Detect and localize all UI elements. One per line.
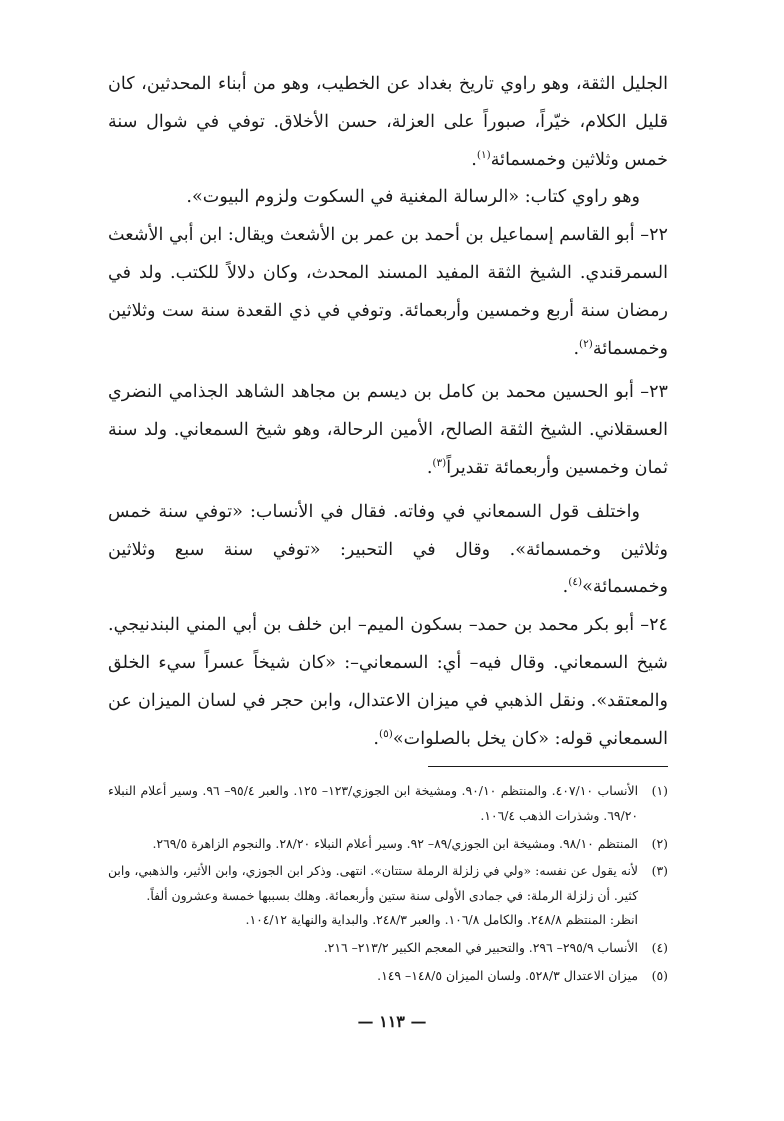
- footnote-ref-5: (٥): [379, 727, 393, 740]
- footnote-ref-4: (٤): [568, 576, 583, 589]
- entry-23: ٢٣– أبو الحسين محمد بن كامل بن ديسم بن مجاهد الشاهد الجذامي النضري العسقلاني. الشيخ الثقة الصالح، الأمين الرحالة، وهو شيخ السمعاني. ولد سنة ثمان وخمسين وأربعمائة تقديراً$^{(٣)}$.: [108, 382, 668, 478]
- footnote-number: (٣): [651, 863, 668, 879]
- footnotes: [108, 779, 668, 988]
- paragraph-1: الجليل الثقة، وهو راوي تاريخ بغداد عن الخطيب، وهو من أبناء المحدثين، كان قليل الكلام، خيّراً، صبوراً على العزلة، حسن الأخلاق. توفي في شوال سنة خمس وثلاثين وخمسمائة$^{(١)}$.: [108, 74, 668, 170]
- footnote-text-continued: انظر: المنتظم ٢٤٨/٨. والكامل ١٠٦/٨. والعبر ٢٤٨/٣. والبداية والنهاية ١٠٤/١٢.: [245, 912, 638, 928]
- page-number: — ١١٣ —: [357, 1012, 427, 1031]
- footnote-number: (٤): [651, 939, 668, 955]
- footnote-number: (٥): [651, 967, 668, 983]
- footnote-3: [108, 859, 668, 933]
- footnote-ref-3: (٣): [432, 457, 447, 470]
- footnote-5: [108, 964, 668, 989]
- footnote-number: (٢): [651, 835, 668, 851]
- entry-24: ٢٤– أبو بكر محمد بن حمد– بسكون الميم– ابن خلف بن أبي المني البندنيجي. شيخ السمعاني. وقال فيه– أي: السمعاني–: «كان شيخاً عسراً سيء الخلق والمعتقد». ونقل الذهبي في ميزان الاعتدال، وابن حجر في لسان الميزان عن السمعاني قوله: «كان يخل بالصلوات»$^{(٥)}$.: [108, 615, 668, 749]
- footnote-text: لأنه يقول عن نفسه: «ولي في زلزلة الرملة ستتان». انتهى. وذكر ابن الجوزي، وابن الأثير، والذهبي، وابن كثير. أن زلزلة الرملة: في جمادى الأولى سنة ستين وأربعمائة. وهلك بسببها خمسة وعشرون ألفاً. انظر: المنتظم ٢٤٨/٨. والكامل ١٠٦/٨. والعبر ٢٤٨/٣. والبداية والنهاية ١٠٤/١٢.: [108, 863, 638, 928]
- paragraph-5: واختلف قول السمعاني في وفاته. فقال في الأنساب: «توفي سنة خمس وثلاثين وخمسمائة». وقال في التحبير: «توفي سنة سبع وثلاثين وخمسمائة»$^{(٤)}$.: [108, 501, 668, 598]
- footnote-divider: [428, 766, 668, 767]
- footnote-1: [108, 779, 668, 828]
- footnote-4: [108, 936, 668, 961]
- main-text: [108, 66, 668, 758]
- entry-22: ٢٢– أبو القاسم إسماعيل بن أحمد بن عمر بن الأشعث ويقال: ابن أبي الأشعث السمرقندي. الشيخ الثقة المفيد المسند المحدث، وكان دلالاً للكتب. ولد في رمضان سنة أربع وخمسين وأربعمائة. وتوفي في ذي القعدة سنة ست وثلاثين وخمسمائة$^{(٢)}$.: [108, 225, 668, 359]
- footnote-ref-2: (٢): [579, 337, 593, 350]
- footnote-number: (١): [651, 783, 668, 799]
- footnote-text: الأنساب ٢٩٥/٩– ٢٩٦. والتحبير في المعجم الكبير ٢١٣/٢– ٢١٦.: [323, 939, 638, 955]
- footnote-2: [108, 832, 668, 857]
- footnote-text: المنتظم ٩٨/١٠. ومشيخة ابن الجوزي/٨٩– ٩٢. وسير أعلام النبلاء ٢٨/٢٠. والنجوم الزاهرة ٢٦٩/٥.: [152, 835, 638, 851]
- page-content: [108, 66, 668, 991]
- footnote-text: الأنساب ٤٠٧/١٠. والمنتظم ٩٠/١٠. ومشيخة ابن الجوزي/١٢٣– ١٢٥. والعبر ٩٥/٤– ٩٦. وسير أعلام النبلاء ٦٩/٢٠. وشذرات الذهب ١٠٦/٤.: [108, 783, 639, 823]
- paragraph-2: وهو راوي كتاب: «الرسالة المغنية في السكوت ولزوم البيوت».: [186, 187, 640, 208]
- footnote-text: ميزان الاعتدال ٥٢٨/٣. ولسان الميزان ١٤٨/٥– ١٤٩.: [377, 967, 638, 983]
- footnote-ref-1: (١): [476, 148, 491, 161]
